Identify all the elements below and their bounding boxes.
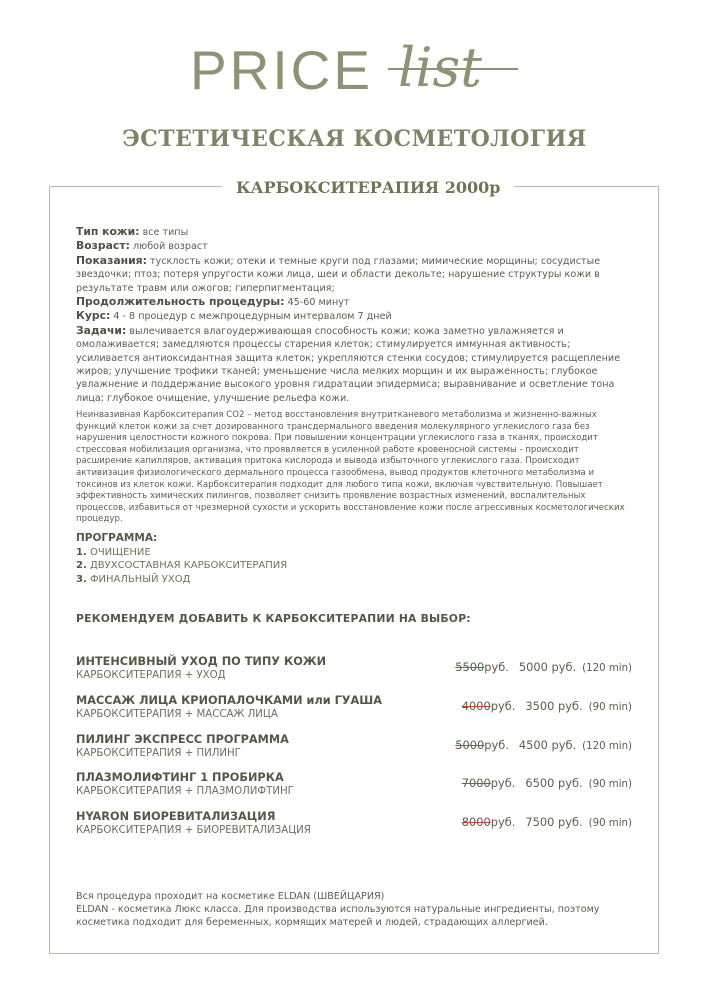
service-row <box>76 771 636 799</box>
service-price: 7000руб. 6500 руб. (90 min) <box>461 776 632 790</box>
service-price: 4000руб. 3500 руб. (90 min) <box>461 699 632 713</box>
service-subtitle: КАРБОКСИТЕРАПИЯ + БИОРЕВИТАЛИЗАЦИЯ <box>76 825 311 836</box>
service-duration: (90 min) <box>588 818 632 829</box>
page-title: ЭСТЕТИЧЕСКАЯ КОСМЕТОЛОГИЯ <box>122 126 587 152</box>
footer-line: Вся процедура проходит на косметике ELDAN (ШВЕЙЦАРИЯ) <box>76 891 385 902</box>
service-name: МАССАЖ ЛИЦА КРИОПАЛОЧКАМИ или ГУАША <box>76 694 382 707</box>
service-name: HYARON БИОРЕВИТАЛИЗАЦИЯ <box>76 810 276 823</box>
program-item: 1. ОЧИЩЕНИЕ <box>76 546 151 558</box>
procedure-description: Неинвазивная Карбокситерапия CO2 – метод восстановления внутритканевого метаболизма и жизненно-важных функций клеток кожи за счет дозированного трансдермального введения молекулярного углекислого газа без нарушения целостности кожного покрова. При повышении концентрации углекислого газа в тканях, происходит стрессовая мобилизация организма, что проявляется в усиленной работе кровеносной системы - происходит расширение капилляров, активация притока кислорода и вывода избыточного углекислого газа. Происходит активизация физиологического дермального процесса газообмена, вывод продуктов клеточного метаболизма и токсинов из клеток кожи. Карбокситерапия подходит для любого типа кожи, включая чувствительную. Повышает эффективность химических пилингов, позволяет снизить проявление возрастных изменений, воспалительных процессов, избавиться от чрезмерной сухости и ускорить восстановление кожи после агрессивных косметологических процедур. <box>76 410 625 525</box>
service-subtitle: КАРБОКСИТЕРАПИЯ + УХОД <box>76 670 226 681</box>
old-price: 7000 <box>461 776 491 790</box>
section-title: КАРБОКСИТЕРАПИЯ 2000р <box>222 176 514 200</box>
new-price: 6500 руб. <box>525 776 583 790</box>
footer-line: ELDAN - косметика Люкс класса. Для производства используются натуральные ингредиенты, поэтому косметика подходит для беременных, кормящих матерей и людей, страдающих аллергией. <box>76 904 600 928</box>
service-subtitle: КАРБОКСИТЕРАПИЯ + ПИЛИНГ <box>76 748 241 759</box>
recommend-title: РЕКОМЕНДУЕМ ДОБАВИТЬ К КАРБОКСИТЕРАПИИ НА ВЫБОР: <box>76 612 471 625</box>
program-item: 2. ДВУХСОСТАВНАЯ КАРБОКСИТЕРАПИЯ <box>76 560 288 572</box>
service-subtitle: КАРБОКСИТЕРАПИЯ + ПЛАЗМОЛИФТИНГ <box>76 786 294 797</box>
old-price: 5000 <box>455 738 485 752</box>
service-price: 8000руб. 7500 руб. (90 min) <box>461 815 632 829</box>
service-duration: (120 min) <box>582 741 632 752</box>
logo-word: PRICE <box>190 39 374 101</box>
price-list-logo <box>190 36 520 110</box>
tasks-line: Задачи: вылечивается влагоудерживающая способность кожи; кожа заметно увлажняется и омолаживается; замедляются процессы старения клеток; стимулируется иммунная активность; усиливается антиоксидантная защита клеток; укрепляются стенки сосудов; стимулируется расщепление жиров; улучшение трофики тканей; уменьшение числа мелких морщин и их выраженность; глубокое увлажнение и поддержание высокого уровня гидратации эпидермиса; выравнивание и осветление тона лица; глубокое очищение, улучшение рельефа кожи. <box>76 323 620 404</box>
skin-type-line: Тип кожи: все типы <box>76 225 189 238</box>
procedure-info <box>76 225 628 405</box>
footer-note <box>76 890 646 929</box>
age-line: Возраст: любой возраст <box>76 239 208 253</box>
old-price: 4000 <box>461 699 491 713</box>
old-price: 8000 <box>461 815 491 829</box>
service-name: ПЛАЗМОЛИФТИНГ 1 ПРОБИРКА <box>76 771 284 784</box>
service-duration: (90 min) <box>588 779 632 790</box>
duration-line: Продолжительность процедуры: 45-60 минут <box>76 295 350 309</box>
new-price: 7500 руб. <box>525 815 583 829</box>
program-item: 3. ФИНАЛЬНЫЙ УХОД <box>76 573 191 585</box>
service-name: ИНТЕНСИВНЫЙ УХОД ПО ТИПУ КОЖИ <box>76 655 327 668</box>
service-duration: (90 min) <box>588 702 632 713</box>
course-line: Курс: 4 - 8 процедур с межпроцедурным интервалом 7 дней <box>76 309 392 323</box>
service-row <box>76 655 636 683</box>
old-price: 5500 <box>455 660 485 674</box>
new-price: 4500 руб. <box>518 738 577 752</box>
logo-script: list <box>398 36 482 99</box>
service-name: ПИЛИНГ ЭКСПРЕСС ПРОГРАММА <box>76 733 289 746</box>
service-row <box>76 733 636 761</box>
service-row <box>76 810 636 838</box>
program-title: ПРОГРАММА: <box>76 532 158 544</box>
service-row <box>76 694 636 722</box>
new-price: 5000 руб. <box>518 660 577 674</box>
service-price: 5500руб. 5000 руб. (120 min) <box>455 660 632 674</box>
service-price: 5000руб. 4500 руб. (120 min) <box>455 738 632 752</box>
service-duration: (120 min) <box>582 663 632 674</box>
program-list <box>76 532 628 586</box>
new-price: 3500 руб. <box>525 699 583 713</box>
service-subtitle: КАРБОКСИТЕРАПИЯ + МАССАЖ ЛИЦА <box>76 709 278 720</box>
indications-line: Показания: тусклость кожи; отеки и темные круги под глазами; мимические морщины; сосудистые звездочки; птоз; потеря упругости кожи лица, шеи и области декольте; нарушение структуры кожи в результате травм или ожогов; гиперпигментация; <box>76 253 601 294</box>
